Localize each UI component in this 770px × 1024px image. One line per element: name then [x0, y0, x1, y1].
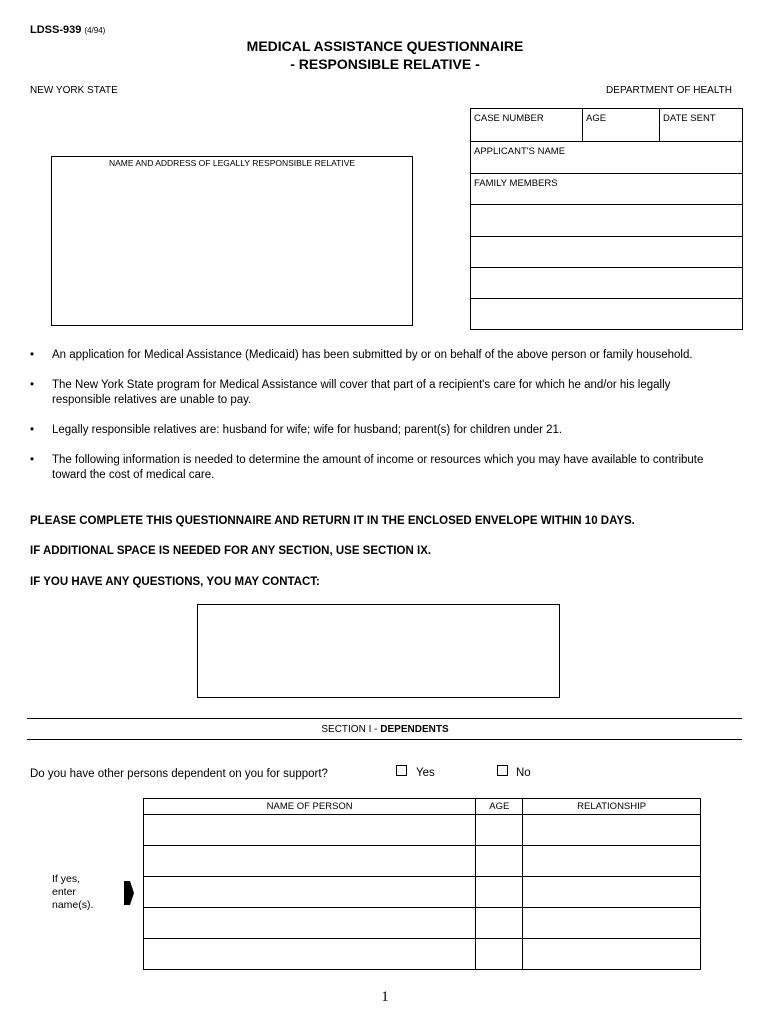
relationship-cell[interactable] — [523, 877, 701, 908]
yes-checkbox[interactable] — [396, 765, 407, 776]
column-header-name: NAME OF PERSON — [144, 799, 476, 815]
table-row — [144, 846, 701, 877]
name-cell[interactable] — [144, 815, 476, 846]
if-yes-line: name(s). — [52, 899, 94, 911]
relationship-cell[interactable] — [523, 815, 701, 846]
column-header-age: AGE — [476, 799, 523, 815]
relationship-cell[interactable] — [523, 908, 701, 939]
contact-box[interactable] — [197, 604, 560, 698]
family-member-row[interactable] — [471, 237, 742, 268]
applicant-name-field[interactable] — [471, 142, 742, 174]
arrow-right-icon — [123, 878, 135, 908]
if-yes-instruction — [52, 873, 93, 912]
name-cell[interactable] — [144, 908, 476, 939]
form-number: LDSS-939 — [30, 24, 82, 36]
bullet-item: • Legally responsible relatives are: husband for wife; wife for husband; parent(s) for children under 21. — [30, 424, 563, 436]
relative-address-label: NAME AND ADDRESS OF LEGALLY RESPONSIBLE RELATIVE — [108, 158, 356, 168]
family-member-row[interactable] — [471, 268, 742, 299]
applicant-name-label: APPLICANT'S NAME — [474, 146, 566, 157]
age-cell[interactable] — [476, 939, 523, 970]
bullet-text: An application for Medical Assistance (Medicaid) has been submitted by or on behalf of the above person or family household. — [52, 349, 693, 361]
no-checkbox[interactable] — [497, 765, 508, 776]
case-number-field[interactable] — [471, 109, 583, 141]
dependents-table — [143, 798, 701, 970]
age-cell[interactable] — [476, 908, 523, 939]
section-name: DEPENDENTS — [380, 724, 449, 735]
case-number-label: CASE NUMBER — [474, 113, 544, 124]
yes-label: Yes — [416, 767, 435, 779]
column-header-relationship: RELATIONSHIP — [523, 799, 701, 815]
page-title: MEDICAL ASSISTANCE QUESTIONNAIRE — [246, 38, 524, 54]
additional-space-instruction: IF ADDITIONAL SPACE IS NEEDED FOR ANY SECTION, USE SECTION IX. — [30, 545, 432, 557]
table-row — [144, 815, 701, 846]
if-yes-line: enter — [52, 886, 76, 898]
page-subtitle: - RESPONSIBLE RELATIVE - — [290, 56, 480, 72]
form-date: (4/94) — [84, 26, 106, 35]
date-sent-label: DATE SENT — [663, 113, 716, 124]
case-info-grid — [470, 108, 743, 330]
name-cell[interactable] — [144, 846, 476, 877]
section-prefix: SECTION I - — [321, 724, 381, 735]
form-id — [30, 24, 105, 36]
age-field[interactable] — [583, 109, 660, 141]
family-member-row[interactable] — [471, 299, 742, 329]
bullet-item: • The following information is needed to determine the amount of income or resources which you may have available to contribute toward the cost of medical care. — [30, 454, 704, 481]
complete-instruction: PLEASE COMPLETE THIS QUESTIONNAIRE AND RETURN IT IN THE ENCLOSED ENVELOPE WITHIN 10 DAYS. — [30, 515, 635, 527]
date-sent-field[interactable] — [660, 109, 742, 141]
family-members-field[interactable] — [471, 174, 742, 205]
family-members-label: FAMILY MEMBERS — [474, 178, 558, 189]
department-label: DEPARTMENT OF HEALTH — [606, 85, 732, 96]
age-label: AGE — [586, 113, 607, 124]
table-row — [144, 939, 701, 970]
bullet-text: The New York State program for Medical Assistance will cover that part of a recipient's care for which he and/or his legally responsible relatives are unable to pay. — [52, 379, 671, 406]
relative-address-box[interactable] — [51, 156, 413, 326]
page-number: 1 — [381, 989, 389, 1005]
contact-instruction: IF YOU HAVE ANY QUESTIONS, YOU MAY CONTACT: — [30, 576, 320, 588]
age-cell[interactable] — [476, 877, 523, 908]
section-divider — [27, 739, 742, 740]
bullet-text: The following information is needed to determine the amount of income or resources which you may have available to contribute toward the cost of medical care. — [52, 454, 704, 481]
dependents-question: Do you have other persons dependent on you for support? — [30, 768, 328, 780]
bullet-item: • The New York State program for Medical Assistance will cover that part of a recipient's care for which he and/or his legally responsible relatives are unable to pay. — [30, 379, 671, 406]
name-cell[interactable] — [144, 877, 476, 908]
info-bullets — [30, 348, 730, 498]
if-yes-line: If yes, — [52, 873, 81, 885]
case-row — [471, 109, 742, 142]
family-member-row[interactable] — [471, 205, 742, 237]
section-title — [0, 724, 770, 735]
table-header-row — [144, 799, 701, 815]
relationship-cell[interactable] — [523, 939, 701, 970]
section-divider — [27, 718, 742, 719]
no-label: No — [516, 767, 531, 779]
table-row — [144, 908, 701, 939]
bullet-text: Legally responsible relatives are: husband for wife; wife for husband; parent(s) for children under 21. — [52, 424, 563, 436]
age-cell[interactable] — [476, 846, 523, 877]
bullet-item: • An application for Medical Assistance (Medicaid) has been submitted by or on behalf of the above person or family household. — [30, 349, 693, 361]
age-cell[interactable] — [476, 815, 523, 846]
relationship-cell[interactable] — [523, 846, 701, 877]
state-label: NEW YORK STATE — [30, 85, 118, 96]
table-row — [144, 877, 701, 908]
name-cell[interactable] — [144, 939, 476, 970]
